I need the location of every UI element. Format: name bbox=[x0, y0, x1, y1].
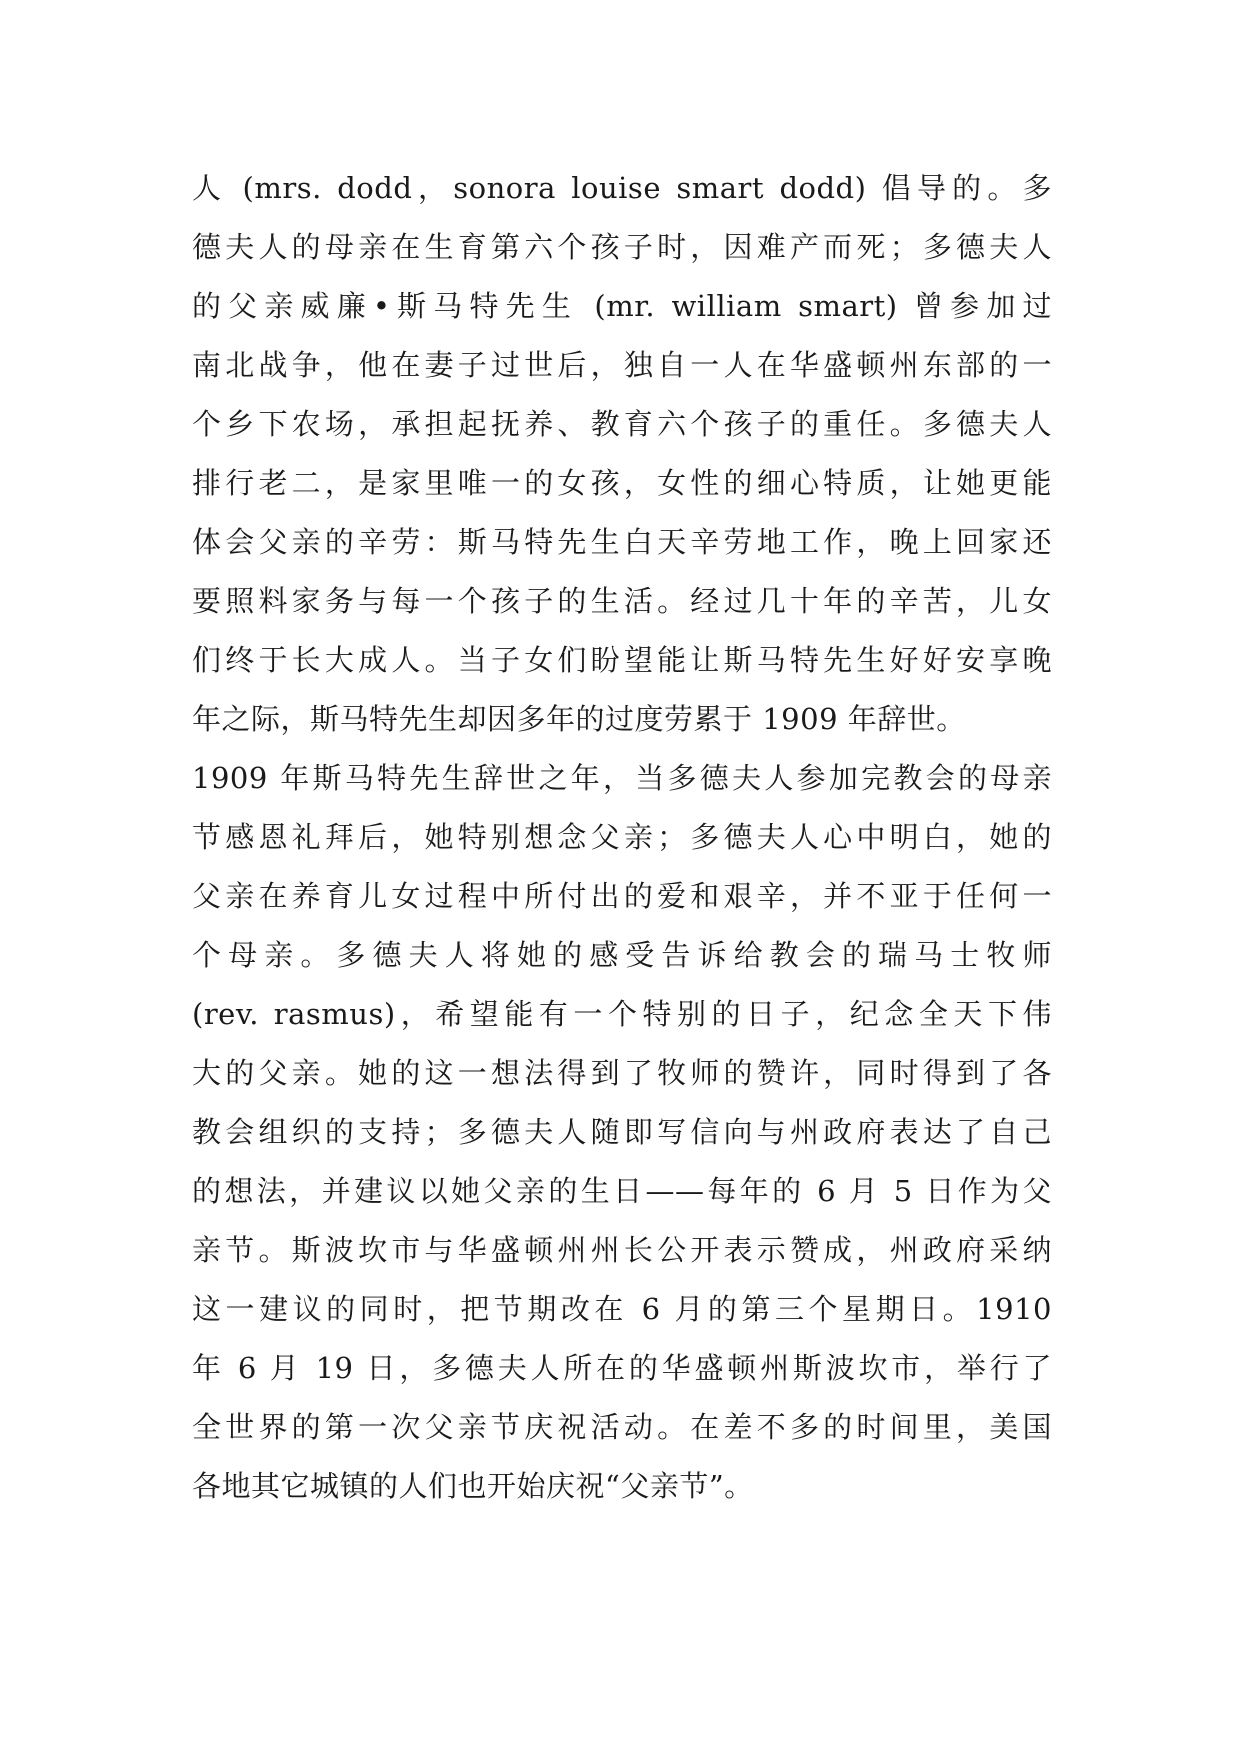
text-line-20: 这一建议的同时，把节期改在 6 月的第三个星期日。1910 bbox=[192, 1292, 1052, 1326]
text-line-6: 排行老二，是家里唯一的女孩，女性的细心特质，让她更能 bbox=[192, 466, 1052, 500]
text-line-12: 节感恩礼拜后，她特别想念父亲；多德夫人心中明白，她的 bbox=[192, 820, 1052, 854]
text-line-1: 人 (mrs. dodd，sonora louise smart dodd) 倡导的。多 bbox=[192, 171, 1052, 205]
text-line-18: 的想法，并建议以她父亲的生日——每年的 6 月 5 日作为父 bbox=[192, 1174, 1052, 1208]
text-line-4: 南北战争，他在妻子过世后，独自一人在华盛顿州东部的一 bbox=[192, 348, 1052, 382]
body-text bbox=[192, 159, 1052, 1516]
text-line-7: 体会父亲的辛劳：斯马特先生白天辛劳地工作，晚上回家还 bbox=[192, 525, 1052, 559]
text-line-19: 亲节。斯波坎市与华盛顿州州长公开表示赞成，州政府采纳 bbox=[192, 1233, 1052, 1267]
text-line-10: 年之际，斯马特先生却因多年的过度劳累于 1909 年辞世。 bbox=[192, 702, 966, 736]
text-line-14: 个母亲。多德夫人将她的感受告诉给教会的瑞马士牧师 bbox=[192, 938, 1052, 972]
text-line-23: 各地其它城镇的人们也开始庆祝“父亲节”。 bbox=[192, 1469, 754, 1503]
text-line-17: 教会组织的支持；多德夫人随即写信向与州政府表达了自己 bbox=[192, 1115, 1052, 1149]
text-line-3: 的父亲威廉•斯马特先生 (mr. william smart) 曾参加过 bbox=[192, 289, 1052, 323]
text-line-15: (rev. rasmus)，希望能有一个特别的日子，纪念全天下伟 bbox=[192, 997, 1052, 1031]
text-line-8: 要照料家务与每一个孩子的生活。经过几十年的辛苦，儿女 bbox=[192, 584, 1052, 618]
text-line-11: 1909 年斯马特先生辞世之年，当多德夫人参加完教会的母亲 bbox=[192, 761, 1052, 795]
text-line-16: 大的父亲。她的这一想法得到了牧师的赞许，同时得到了各 bbox=[192, 1056, 1052, 1090]
text-line-5: 个乡下农场，承担起抚养、教育六个孩子的重任。多德夫人 bbox=[192, 407, 1052, 441]
text-line-9: 们终于长大成人。当子女们盼望能让斯马特先生好好安享晚 bbox=[192, 643, 1052, 677]
text-line-2: 德夫人的母亲在生育第六个孩子时，因难产而死；多德夫人 bbox=[192, 230, 1052, 264]
text-line-13: 父亲在养育儿女过程中所付出的爱和艰辛，并不亚于任何一 bbox=[192, 879, 1052, 913]
text-line-21: 年 6 月 19 日，多德夫人所在的华盛顿州斯波坎市，举行了 bbox=[192, 1351, 1052, 1385]
text-line-22: 全世界的第一次父亲节庆祝活动。在差不多的时间里，美国 bbox=[192, 1410, 1052, 1444]
